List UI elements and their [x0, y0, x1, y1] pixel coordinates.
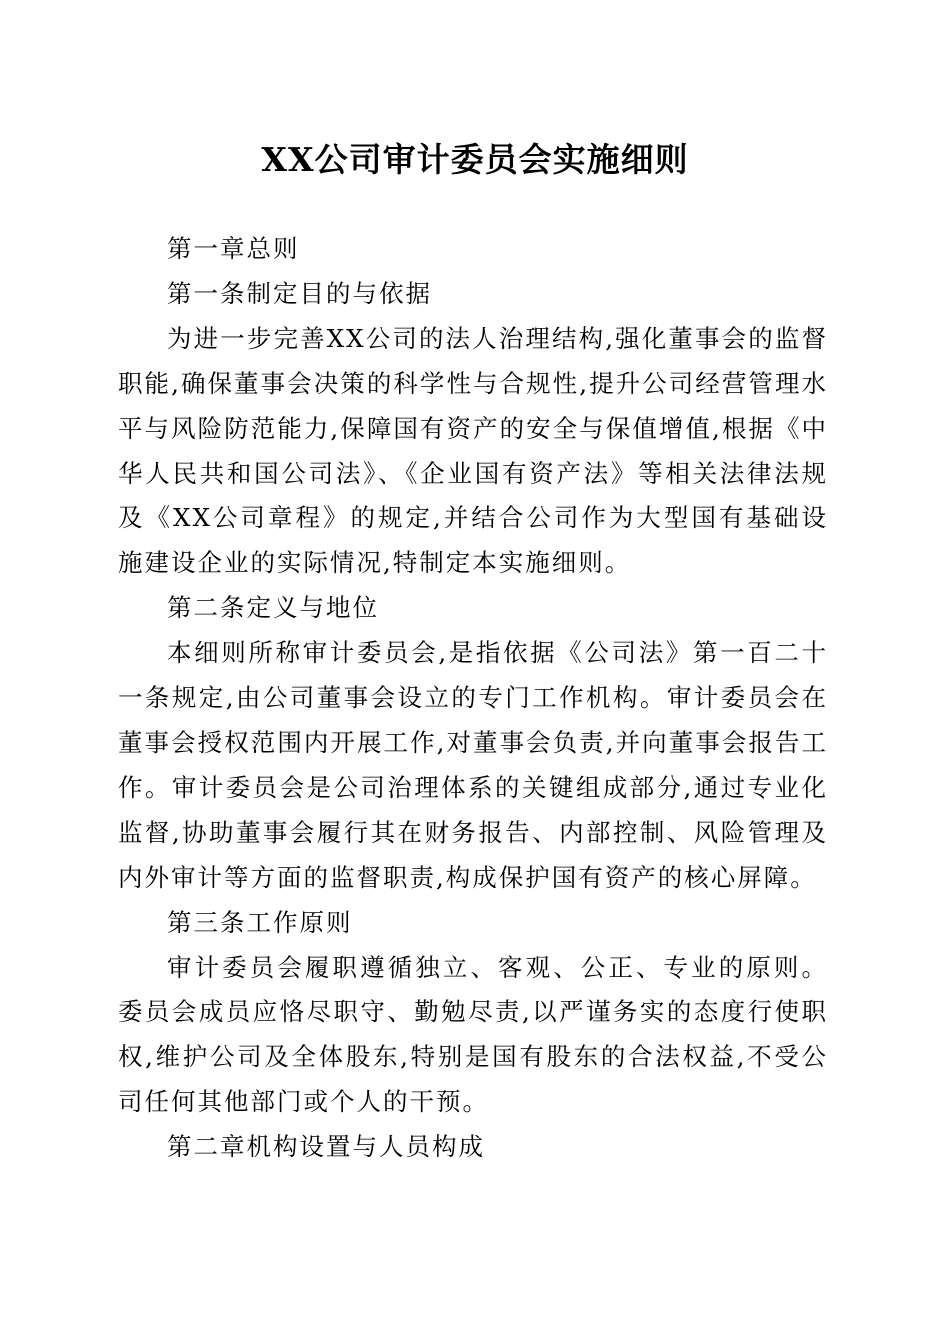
article-1-paragraph: 为进一步完善XX公司的法人治理结构,强化董事会的监督职能,确保董事会决策的科学性与合规性,提升公司经营管理水平与风险防范能力,保障国有资产的安全与保值增值,根据《中华人民共和国公司法》、《企业国有资产法》等相关法律法规及《XX公司章程》的规定,并结合公司作为大型国有基础设施建设企业的实际情况,特制定本实施细则。 — [118, 323, 828, 578]
article-heading-1: 第一条制定目的与依据 — [167, 278, 432, 308]
article-heading-2: 第二条定义与地位 — [167, 593, 379, 623]
article-3-paragraph: 审计委员会履职遵循独立、客观、公正、专业的原则。委员会成员应恪尽职守、勤勉尽责,以严谨务实的态度行使职权,维护公司及全体股东,特别是国有股东的合法权益,不受公司任何其他部门或个人的干预。 — [118, 952, 828, 1117]
article-2-paragraph: 本细则所称审计委员会,是指依据《公司法》第一百二十一条规定,由公司董事会设立的专门工作机构。审计委员会在董事会授权范围内开展工作,对董事会负责,并向董事会报告工作。审计委员会是公司治理体系的关键组成部分,通过专业化监督,协助董事会履行其在财务报告、内部控制、风险管理及内外审计等方面的监督职责,构成保护国有资产的核心屏障。 — [118, 638, 828, 892]
chapter-heading-2: 第二章机构设置与人员构成 — [167, 1132, 485, 1162]
document-title: XX公司审计委员会实施细则 — [261, 140, 689, 179]
chapter-heading-1: 第一章总则 — [167, 234, 300, 263]
document-body — [118, 227, 828, 1170]
article-heading-3: 第三条工作原则 — [167, 907, 353, 937]
